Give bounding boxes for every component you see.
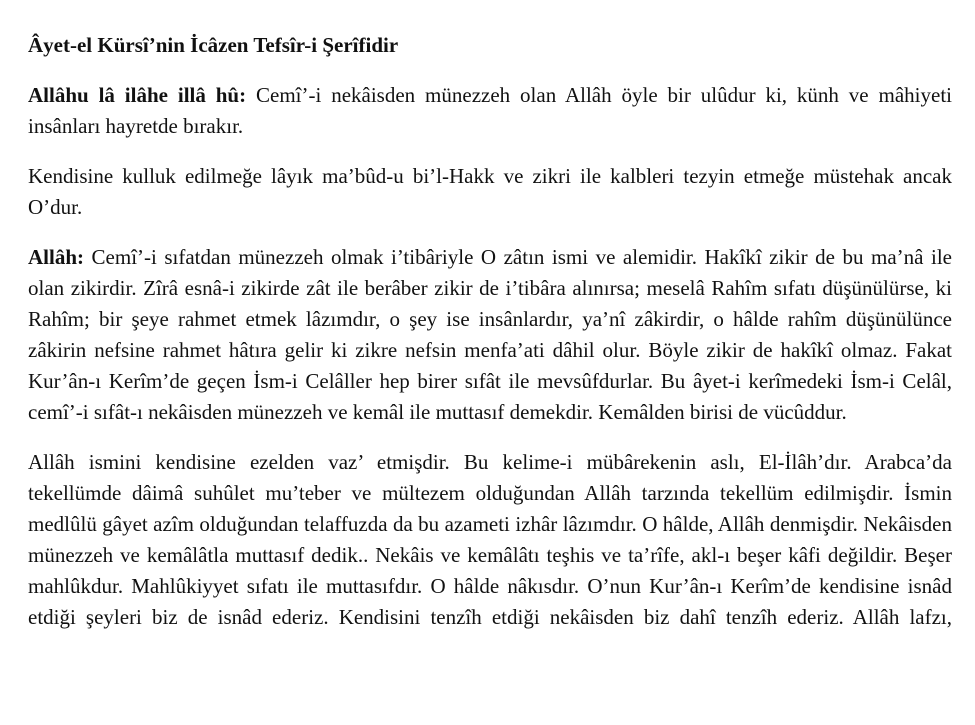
paragraph-text: Kendisine kulluk edilmeğe lâyık ma’bûd-u bi’l-Hakk ve zikri ile kalbleri tezyin etmeğe müstehak ancak O’dur. <box>28 164 952 219</box>
document-title: Âyet-el Kürsî’nin İcâzen Tefsîr-i Şerîfidir <box>28 33 399 57</box>
paragraph-lead: Allâhu lâ ilâhe illâ hû: <box>28 83 247 107</box>
paragraph-lead: Allâh: <box>28 245 85 269</box>
paragraph-text: Allâh ismini kendisine ezelden vaz’ etmişdir. Bu kelime-i mübârekenin aslı, El-İlâh’dır. Arabca’da tekellümde dâimâ suhûlet mu’teber ve mültezem olduğundan Allâh tarzında tekellüm edilmişdir. İsmin medlûlü gâyet azîm olduğundan telaffuzda da bu azameti izhâr lâzımdır. O hâlde, Allâh denmişdir. Nekâisden münezzeh ve kemâlâtla muttasıf dedik.. Nekâis ve kemâlâtı teşhis ve ta’rîfe, akl-ı beşer kâfi değildir. Beşer mahlûkdur. Mahlûkiyyet sıfatı ile muttasıfdır. O hâlde nâkısdır. O’nun Kur’ân-ı Kerîm’de kendisine isnâd etdiği şeyleri biz de isnâd ederiz. Kendisini tenzîh etdiği nekâisden biz dahî tenzîh ederiz. Allâh lafzı, <box>28 450 952 629</box>
paragraph-allah <box>28 242 952 428</box>
paragraph-allah-ismi <box>28 447 952 633</box>
paragraph-text: Cemî’-i nekâisden münezzeh olan Allâh öyle bir ulûdur ki, künh ve mâhiyeti insânları hayretde bırakır. <box>28 83 952 138</box>
paragraph-allahu-la-ilahe <box>28 80 952 142</box>
document-page <box>28 30 952 652</box>
paragraph-mabud <box>28 161 952 223</box>
paragraph-text: Cemî’-i sıfatdan münezzeh olmak i’tibâriyle O zâtın ismi ve alemidir. Hakîkî zikir de bu ma’nâ ile olan zikirdir. Zîrâ esnâ-i zikirde zât ile berâber zikir de i’tibâra alınırsa; meselâ Rahîm sıfatı düşünülürse, ki Rahîm; bir şeye rahmet etmek lâzımdır, o şey ise insânlardır, ya’nî zâkirdir, o hâlde rahîm düşünülünce zâkirin nefsine rahmet hâtıra gelir ki zikre nefsin menfa’ati dâhil olur. Böyle zikir de hakîkî olmaz. Fakat Kur’ân-ı Kerîm’de geçen İsm-i Celâller hep birer sıfât ile mevsûfdurlar. Bu âyet-i kerîmedeki İsm-i Celâl, cemî’-i sıfât-ı nekâisden münezzeh ve kemâl ile muttasıf demekdir. Kemâlden birisi de vücûddur. <box>28 245 952 424</box>
